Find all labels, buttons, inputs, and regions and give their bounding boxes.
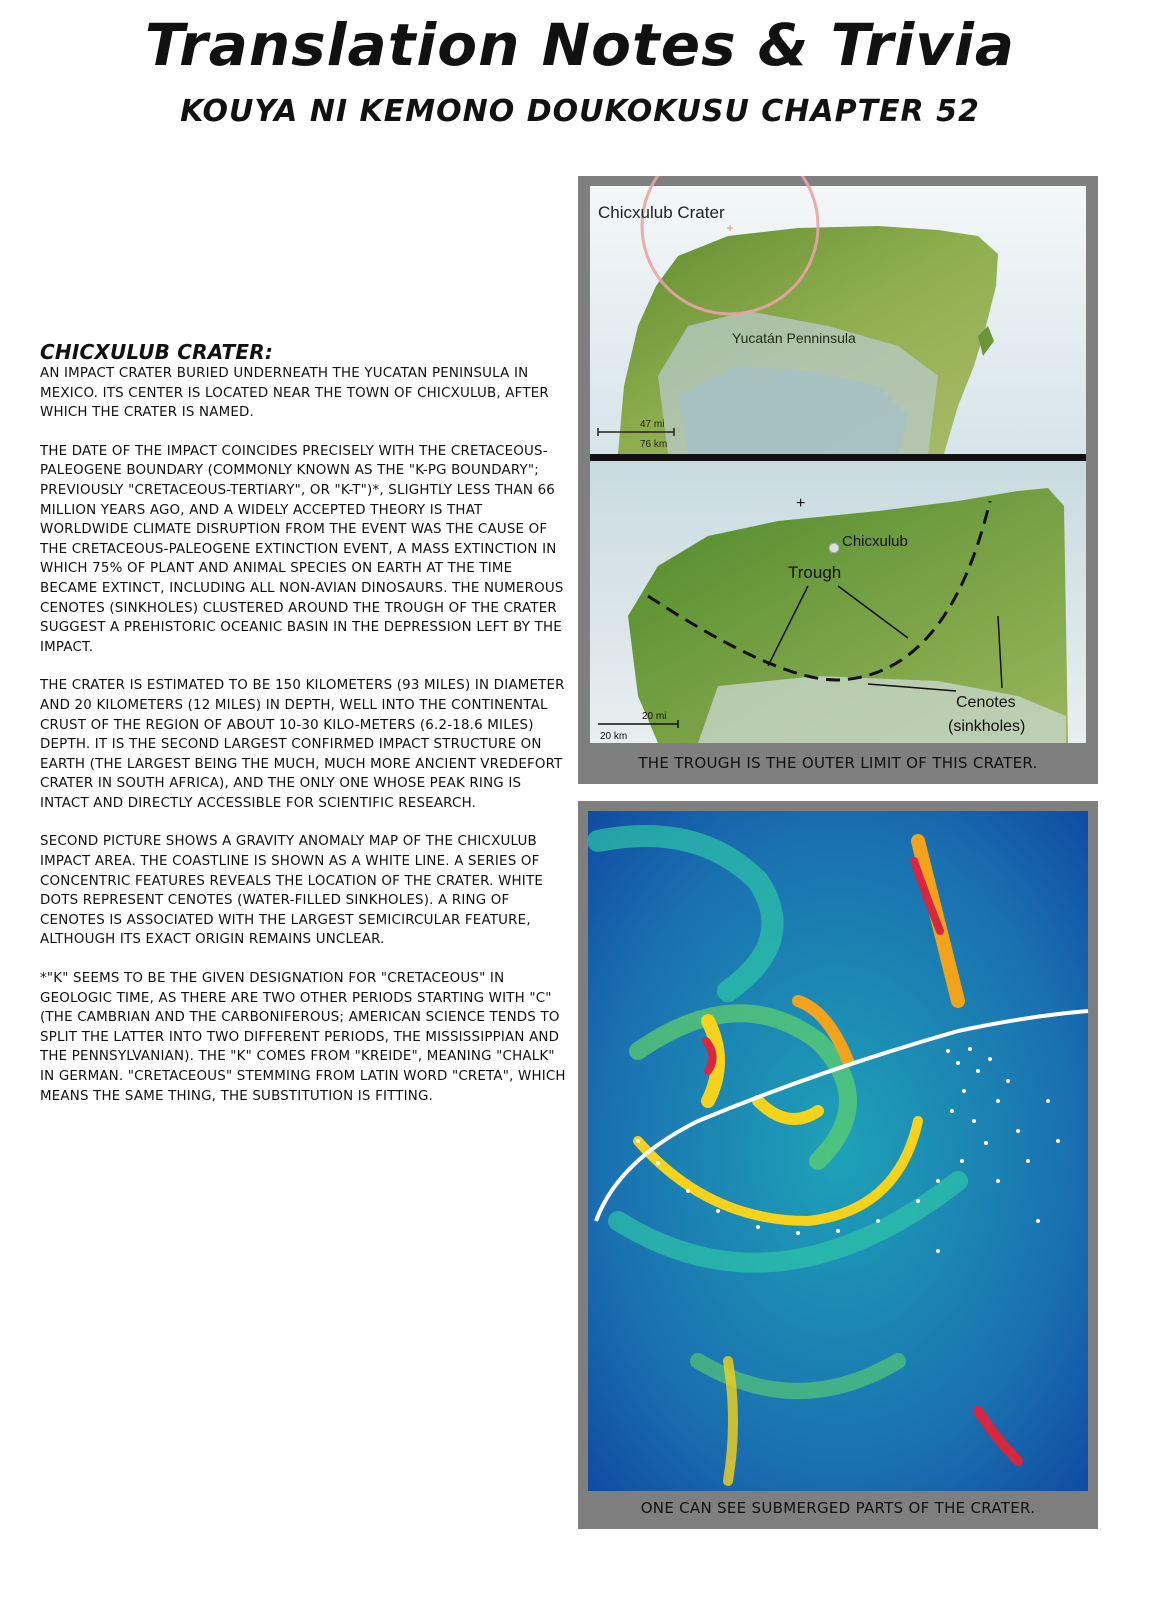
article-paragraph-3: THE CRATER IS ESTIMATED TO BE 150 KILOMETERS (93 MILES) IN DIAMETER AND 20 KILOMETERS (12 MILES) IN DEPTH, WELL INTO THE CONTINENTAL CRUST OF THE REGION OF ABOUT 10-30 KILO-METERS (6.2-18.6 MILES) DEPTH. IT IS THE SECOND LARGEST CONFIRMED IMPACT STRUCTURE ON EARTH (THE LARGEST BEING THE MUCH, MUCH MORE ANCIENT VREDEFORT CRATER IN SOUTH AFRICA), AND THE ONLY ONE WHOSE PEAK RING IS INTACT AND DIRECTLY ACCESSIBLE FOR SCIENTIFIC RESEARCH.	[40, 678, 565, 811]
trough-map	[590, 461, 1086, 743]
crater-map-figure	[578, 176, 1098, 784]
crater-label: Chicxulub Crater	[598, 203, 725, 222]
town-label: Chicxulub	[842, 533, 908, 550]
map1-scale-mi: 47 mi	[640, 419, 665, 430]
page-title: Translation Notes & Trivia	[144, 11, 1016, 79]
svg-text:+: +	[726, 221, 734, 235]
cenotes-label: Cenotes	[956, 694, 1016, 711]
gravity-map-figure	[578, 801, 1098, 1529]
sinkholes-label: (sinkholes)	[948, 718, 1026, 735]
article-column	[40, 340, 568, 1125]
article-footnote: *"K" SEEMS TO BE THE GIVEN DESIGNATION FOR "CRETACEOUS" IN GEOLOGIC TIME, AS THERE ARE TWO OTHER PERIODS STARTING WITH "C" (THE CAMBRIAN AND THE CARBONIFEROUS; AMERICAN SCIENCE TENDS TO SPLIT THE LATTER INTO TWO DIFFERENT PERIODS, THE MISSISSIPPIAN AND THE PENNSYLVANIAN). THE "K" COMES FROM "KREIDE", MEANING "CHALK" IN GERMAN. "CRETACEOUS" STEMMING FROM LATIN WORD "CRETA", WHICH MEANS THE SAME THING, THE SUBSTITUTION IS FITTING.	[40, 971, 566, 1104]
page-subtitle: KOUYA NI KEMONO DOUKOKUSU CHAPTER 52	[180, 94, 980, 129]
map1-scale-km: 76 km	[640, 439, 668, 450]
article-paragraph-4: SECOND PICTURE SHOWS A GRAVITY ANOMALY MAP OF THE CHICXULUB IMPACT AREA. THE COASTLINE IS SHOWN AS A WHITE LINE. A SERIES OF CONCENTRIC FEATURES REVEALS THE LOCATION OF THE CRATER. WHITE DOTS REPRESENT CENOTES (WATER-FILLED SINKHOLES). A RING OF CENOTES IS ASSOCIATED WITH THE LARGEST SEMICIRCULAR FEATURE, ALTHOUGH ITS EXACT ORIGIN REMAINS UNCLEAR.	[40, 834, 543, 948]
article-paragraph-2: THE DATE OF THE IMPACT COINCIDES PRECISELY WITH THE CRETACEOUS-PALEOGENE BOUNDARY (COMMONLY KNOWN AS THE "K-PG BOUNDARY"; PREVIOUSLY "CRETACEOUS-TERTIARY", OR "K-T")*, SLIGHTLY LESS THAN 66 MILLION YEARS AGO, AND A WIDELY ACCEPTED THEORY IS THAT WORLDWIDE CLIMATE DISRUPTION FROM THE EVENT WAS THE CAUSE OF THE CRETACEOUS-PALEOGENE EXTINCTION EVENT, A MASS EXTINCTION IN WHICH 75% OF PLANT AND ANIMAL SPECIES ON EARTH AT THE TIME BECAME EXTINCT, INCLUDING ALL NON-AVIAN DINOSAURS. THE NUMEROUS CENOTES (SINKHOLES) CLUSTERED AROUND THE TROUGH OF THE CRATER SUGGEST A PREHISTORIC OCEANIC BASIN IN THE DEPRESSION LEFT BY THE IMPACT.	[40, 443, 564, 655]
svg-text:+: +	[796, 495, 806, 512]
crater-map-image	[578, 176, 1098, 784]
article-paragraph-1: AN IMPACT CRATER BURIED UNDERNEATH THE YUCATAN PENINSULA IN MEXICO. ITS CENTER IS LOCATED NEAR THE TOWN OF CHICXULUB, AFTER WHICH THE CRATER IS NAMED.	[40, 366, 549, 421]
bottom-figure-caption: ONE CAN SEE SUBMERGED PARTS OF THE CRATER.	[640, 1499, 1036, 1517]
top-figure-caption: THE TROUGH IS THE OUTER LIMIT OF THIS CRATER.	[638, 754, 1038, 772]
article-heading: CHICXULUB CRATER:	[40, 340, 274, 364]
map2-scale-km: 20 km	[600, 731, 628, 742]
peninsula-label: Yucatán Penninsula	[732, 330, 856, 346]
yucatan-map	[590, 176, 1086, 454]
trough-label: Trough	[788, 563, 842, 582]
gravity-anomaly-map	[578, 801, 1098, 1529]
map2-scale-mi: 20 mi	[642, 711, 667, 722]
